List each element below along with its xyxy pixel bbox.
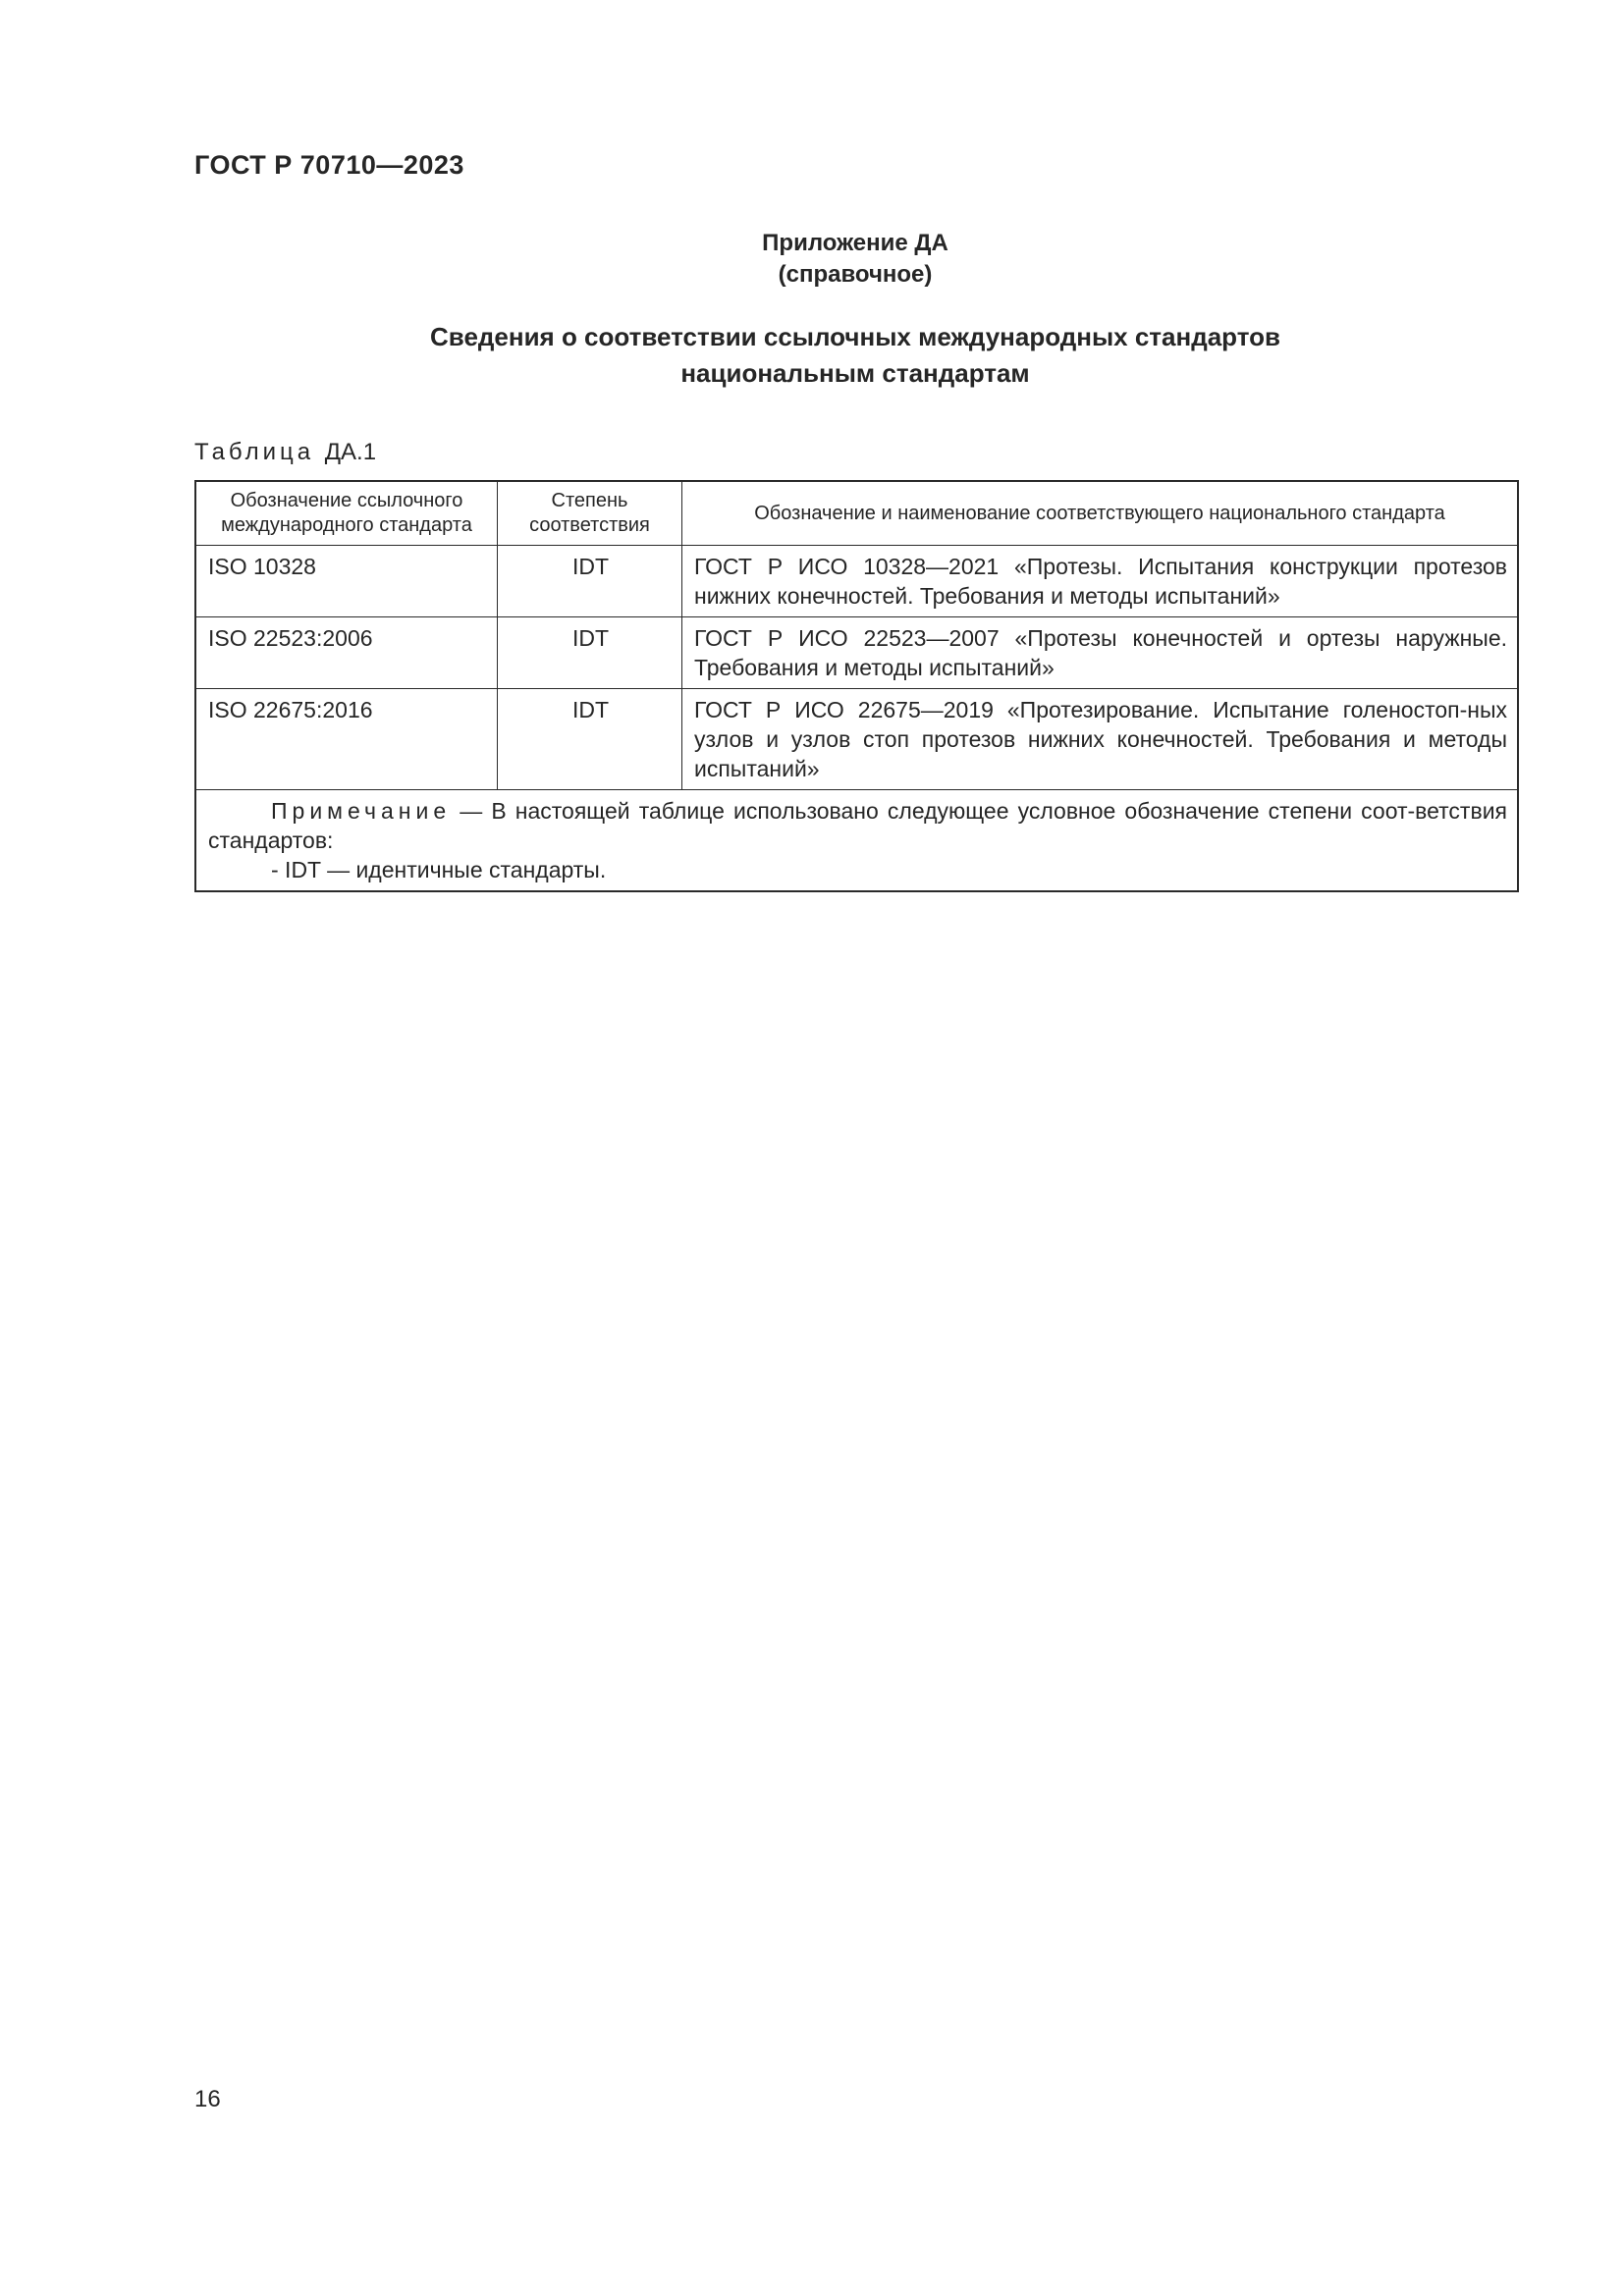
table-caption-label: Таблица bbox=[194, 439, 315, 465]
page-number: 16 bbox=[194, 2086, 221, 2112]
cell-degree: IDT bbox=[498, 546, 682, 617]
note-item: - IDT — идентичные стандарты. bbox=[271, 857, 607, 882]
note-text: — В настоящей таблице использовано следующее условное обозначение степени соот-ветствия стандартов: bbox=[208, 798, 1507, 853]
cell-national-standard: ГОСТ Р ИСО 22523—2007 «Протезы конечностей и ортезы наружные. Требования и методы испытаний» bbox=[682, 617, 1519, 689]
header-degree: Степень соответствия bbox=[498, 481, 682, 546]
table-row bbox=[195, 546, 1518, 617]
section-title-line-2: национальным стандартам bbox=[680, 358, 1030, 388]
correspondence-table bbox=[194, 480, 1519, 892]
note-label: Примечание bbox=[271, 798, 452, 824]
table-row bbox=[195, 617, 1518, 689]
table-note-row bbox=[195, 790, 1518, 892]
appendix-heading bbox=[0, 228, 1624, 291]
section-title bbox=[0, 319, 1624, 392]
table-row bbox=[195, 689, 1518, 790]
cell-degree: IDT bbox=[498, 617, 682, 689]
document-header: ГОСТ Р 70710—2023 bbox=[194, 150, 464, 180]
cell-intl-standard: ISO 10328 bbox=[195, 546, 498, 617]
appendix-title: Приложение ДА bbox=[762, 230, 948, 256]
header-intl-standard: Обозначение ссылочного международного стандарта bbox=[195, 481, 498, 546]
cell-degree: IDT bbox=[498, 689, 682, 790]
cell-intl-standard: ISO 22523:2006 bbox=[195, 617, 498, 689]
section-title-line-1: Сведения о соответствии ссылочных международных стандартов bbox=[430, 322, 1280, 351]
cell-national-standard: ГОСТ Р ИСО 22675—2019 «Протезирование. Испытание голеностоп-ных узлов и узлов стоп протезов нижних конечностей. Требования и методы испытаний» bbox=[682, 689, 1519, 790]
header-national-standard: Обозначение и наименование соответствующего национального стандарта bbox=[682, 481, 1519, 546]
cell-intl-standard: ISO 22675:2016 bbox=[195, 689, 498, 790]
cell-national-standard: ГОСТ Р ИСО 10328—2021 «Протезы. Испытания конструкции протезов нижних конечностей. Требования и методы испытаний» bbox=[682, 546, 1519, 617]
table-note bbox=[195, 790, 1518, 892]
table-header-row bbox=[195, 481, 1518, 546]
table-caption bbox=[194, 439, 376, 466]
table-caption-number: ДА.1 bbox=[324, 439, 377, 465]
appendix-subtitle: (справочное) bbox=[778, 261, 933, 288]
